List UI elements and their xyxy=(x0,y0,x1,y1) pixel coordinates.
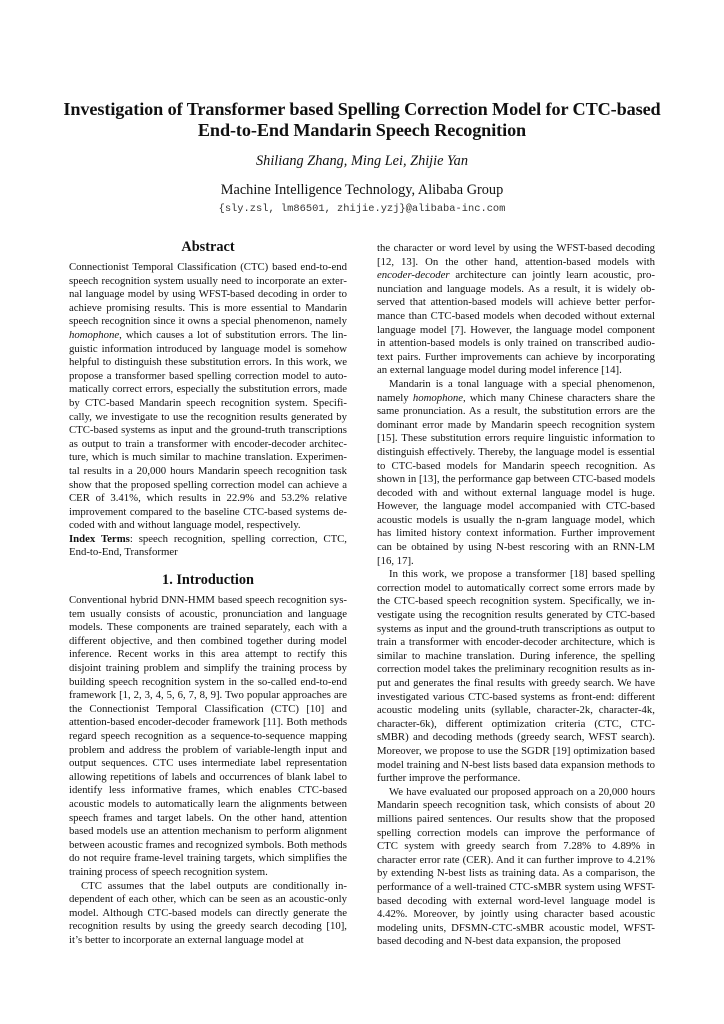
p3-part-b: , which many Chinese characters share the same pronunciation. As a result, the substitution errors are the dominant error made by Mandarin speech recognition system [15]. These substitution errors require linguistic information to distinguish effectively. Thereby, the language model is essential to CTC-based models for Mandarin speech recognition. As shown in [13], the performance gap between CTC-based models decoded with and without external language model is huge. However, the language model accompanied with CTC-based acoustic models is usually the n-gram language model, which has limited history context information. Further improvement can be obtained by using N-best rescoring with an RNN-LM [16, 17]. xyxy=(377,391,655,567)
author-emails: {sly.zsl, lm86501, zhijie.yzj}@alibaba-inc.com xyxy=(218,203,506,215)
index-terms xyxy=(69,533,347,560)
intro-paragraph-1: Conventional hybrid DNN-HMM based speech recognition system usually consists of acoustic, pronunciation and language models. These components are trained separately, each with a different objective, and then combined together during model inference. Recent works in this area attempt to rectify this disjoint training problem and simplify the training process by building speech recognition system in the so-called end-to-end framework [1, 2, 3, 4, 5, 6, 7, 8, 9]. Two popular approaches are the Connectionist Temporal Classification (CTC) [10] and attention-based encoder-decoder framework [11]. Both methods regard speech recognition as a sequence-to-sequence mapping problem and address the problem of variable-length input and output sequences. CTC uses intermediate label representation allowing repetitions of labels and occurrences of blank label to identify less informative frames, which enables CTC-based acoustic models to automatically learn the alignments between speech frames and target labels. On the other hand, attention based models use an attention mechanism to perform alignment between acoustic frames and recognized symbols. Both methods do not require frame-level training targets, which simplifies the training process of speech recognition system. xyxy=(69,594,347,878)
intro-paragraph-4: In this work, we propose a transformer [18] based spelling correction model to automatically correct some errors made by the CTC-based speech recognition system. Specifically, we investigate using the recognition results generated by CTC-based systems as input and the ground-truth transcriptions as output to train a transformer with encoder-decoder architecture, which is similar to machine translation. During inference, the spelling correction model takes the preliminary recognition results as input and generates the final results with greedy search. We have investigated various CTC-based systems as front-end: different acoustic modeling units (syllable, character-2k, character-4k, character-6k), different optimization criteria (CTC, CTC-sMBR) and decoding methods (greedy search, WFST search). Moreover, we propose to use the SGDR [19] optimization based model training and N-best lists based data expansion methods to further improve the performance. xyxy=(377,568,655,785)
title-line-2: End-to-End Mandarin Speech Recognition xyxy=(197,120,527,140)
index-terms-text: : speech recognition, spelling correction, CTC, End-to-End, Transformer xyxy=(69,532,347,559)
p2-cont-part-b: architecture can jointly learn acoustic, pronunciation and language models. As a result, it is widely observed that attention-based models will achieve better performance than CTC-based models when decoded without external language model [7]. However, the language model component in attention-based models is only trained on transcribed audio-text pairs. Further improvements can achieve by incorporating an external language model during model inference [14]. xyxy=(377,269,655,377)
authors: Shiliang Zhang, Ming Lei, Zhijie Yan xyxy=(256,153,468,169)
p2-cont-emphasis: encoder-decoder xyxy=(377,269,450,282)
title-line-1: Investigation of Transformer based Spelling Correction Model for CTC-based xyxy=(63,99,661,119)
introduction-heading: 1. Introduction xyxy=(162,572,254,589)
intro-paragraph-2: CTC assumes that the label outputs are conditionally independent of each other, which can be seen as an acoustic-only model. Although CTC-based models can directly generate the recognition results by using the greedy search decoding [10], it’s better to incorporate an external language model at xyxy=(69,879,347,946)
p3-emphasis: homophone xyxy=(412,391,464,404)
abstract-text xyxy=(69,261,347,533)
left-column xyxy=(69,238,347,948)
intro-paragraph-3 xyxy=(377,378,655,568)
abstract-heading: Abstract xyxy=(181,239,235,255)
intro-paragraph-2-continued xyxy=(377,242,655,378)
paper-title xyxy=(40,99,684,141)
right-column xyxy=(377,242,655,949)
abstract-text-part2: , which causes a lot of substitution errors. The linguistic information introduced by language model is somehow helpful to distinguish these substitution errors. In this work, we propose a transformer based spelling correction model to automatically correct errors, especially the substitution errors, made by CTC-based Mandarin speech recognition system. Specifically, we investigate to use the recognition results generated by CTC-based systems as input and the ground-truth transcriptions as output to train a transformer with encoder-decoder architecture, which is much similar to machine translation. Experimental results in a 20,000 hours Mandarin speech recognition task show that the proposed spelling correction model can achieve a CER of 3.41%, which results in 22.9% and 53.2% relative improvement compared to the baseline CTC-based systems decoded with and without language model, respectively. xyxy=(69,328,347,532)
p2-cont-part-a: the character or word level by using the WFST-based decoding [12, 13]. On the other hand, attention-based models with xyxy=(377,242,655,268)
intro-paragraph-5: We have evaluated our proposed approach on a 20,000 hours Mandarin speech recognition task, which consists of about 20 millions paired sentences. Our results show that the proposed spelling correction models can improve the performance of CTC system with greedy search from 7.28% to 4.89% in character error rate (CER). And it can further improve to 4.21% by extending N-best lists as training data. As a comparison, the performance of a well-trained CTC-sMBR system using WFST-based decoding with external word-level language model is 4.42%. Moreover, by jointly using character based acoustic modeling units, DFSMN-CTC-sMBR acoustic model, WFST-based decoding and N-best data expansion, the proposed xyxy=(377,785,655,948)
index-terms-label: Index Terms xyxy=(69,532,130,545)
abstract-emphasis: homophone xyxy=(69,328,120,341)
affiliation: Machine Intelligence Technology, Alibaba Group xyxy=(220,182,504,198)
p3-part-a: Mandarin is a tonal language with a special phenomenon, namely xyxy=(377,377,655,404)
abstract-text-part1: Connectionist Temporal Classification (CTC) based end-to-end speech recognition system usually need to incorporate an external language model by using WFST-based decoding in order to achieve promising results. This is more essential to Mandarin speech recognition since it owns a special phenomenon, namely xyxy=(69,261,347,328)
